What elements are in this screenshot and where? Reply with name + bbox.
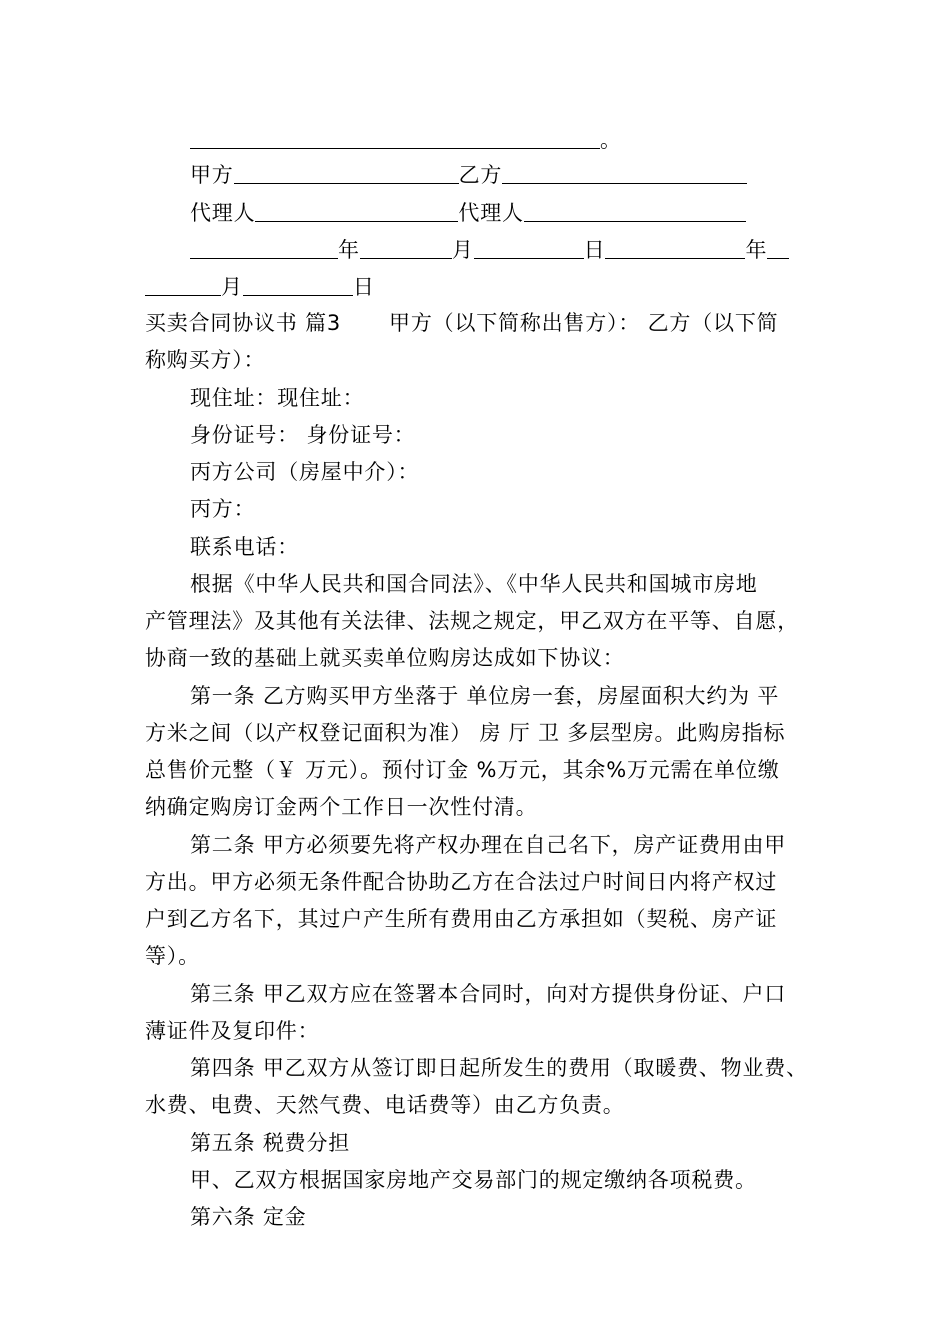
agent-b-blank — [524, 201, 746, 222]
day-blank-2 — [243, 275, 353, 296]
agent-b-label: 代理人 — [458, 201, 524, 225]
article-1-line: 方米之间（以产权登记面积为准） 房 厅 卫 多层型房。此购房指标 — [145, 721, 786, 745]
phone-line: 联系电话： — [190, 535, 299, 559]
article-3-line: 薄证件及复印件： — [145, 1019, 320, 1043]
day-blank — [474, 238, 584, 259]
party-a-label: 甲方 — [190, 163, 234, 187]
article-2-line: 第二条 甲方必须要先将产权办理在自己名下，房产证费用由甲 — [190, 833, 787, 857]
article-2-line: 户到乙方名下，其过户产生所有费用由乙方承担如（契税、房产证 — [145, 907, 778, 931]
year-label-2: 年 — [745, 238, 768, 262]
article-6-title: 第六条 定金 — [190, 1205, 307, 1229]
preamble-line: 产管理法》及其他有关法律、法规之规定，甲乙双方在平等、自愿， — [145, 609, 799, 633]
month-label: 月 — [451, 238, 474, 262]
contract-heading-line — [145, 313, 778, 334]
article-2-line: 等）。 — [145, 944, 200, 968]
date-line-2 — [145, 275, 375, 298]
year-blank-2 — [605, 238, 745, 259]
address-line: 现住址：现住址： — [190, 386, 365, 410]
party-b-blank — [502, 163, 747, 184]
year-blank — [190, 238, 338, 259]
agent-a-label: 代理人 — [190, 201, 256, 225]
end-mark: 。 — [600, 128, 622, 152]
preamble-line: 根据《中华人民共和国合同法》、《中华人民共和国城市房地 — [190, 572, 758, 596]
date-line-1 — [190, 238, 789, 261]
party-b-label: 乙方 — [458, 163, 503, 187]
article-1-line: 纳确定购房订金两个工作日一次性付清。 — [145, 795, 538, 819]
party-signature-line — [190, 163, 747, 186]
article-2-line: 方出。甲方必须无条件配合协助乙方在合法过户时间日内将产权过 — [145, 870, 778, 894]
signature-blank-line — [190, 128, 622, 151]
party-c-line: 丙方： — [190, 497, 256, 521]
id-number-line: 身份证号： 身份证号： — [190, 423, 416, 447]
article-5-title: 第五条 税费分担 — [190, 1131, 351, 1155]
contract-title: 买卖合同协议书 篇3 — [145, 311, 342, 335]
intro-line-2: 称购买方）： — [145, 348, 266, 372]
agency-line: 丙方公司（房屋中介）： — [190, 460, 420, 484]
month-blank — [360, 238, 452, 259]
month-blank-2 — [145, 275, 221, 296]
day-label: 日 — [583, 238, 606, 262]
article-4-line: 水费、电费、天然气费、电话费等）由乙方负责。 — [145, 1093, 625, 1117]
day-label-2: 日 — [352, 275, 375, 299]
article-1-line: 第一条 乙方购买甲方坐落于 单位房一套，房屋面积大约为 平 — [190, 684, 780, 708]
article-4-line: 第四条 甲乙双方从签订即日起所发生的费用（取暖费、物业费、 — [190, 1056, 808, 1080]
agent-a-blank — [255, 201, 458, 222]
preamble-line: 协商一致的基础上就买卖单位购房达成如下协议： — [145, 646, 625, 670]
year-label: 年 — [338, 238, 360, 262]
article-3-line: 第三条 甲乙双方应在签署本合同时，向对方提供身份证、户口 — [190, 982, 787, 1006]
month-label-2: 月 — [221, 275, 243, 299]
agent-signature-line — [190, 201, 746, 224]
article-1-line: 总售价元整（￥ 万元）。预付订金 %万元，其余%万元需在单位缴 — [145, 758, 780, 782]
article-5-body: 甲、乙双方根据国家房地产交易部门的规定缴纳各项税费。 — [190, 1168, 757, 1192]
blank-underline — [190, 128, 600, 149]
party-a-blank — [234, 163, 459, 184]
month-blank-2-start — [767, 238, 789, 259]
intro-line-1: 甲方（以下简称出售方）： 乙方（以下简 — [389, 311, 779, 335]
